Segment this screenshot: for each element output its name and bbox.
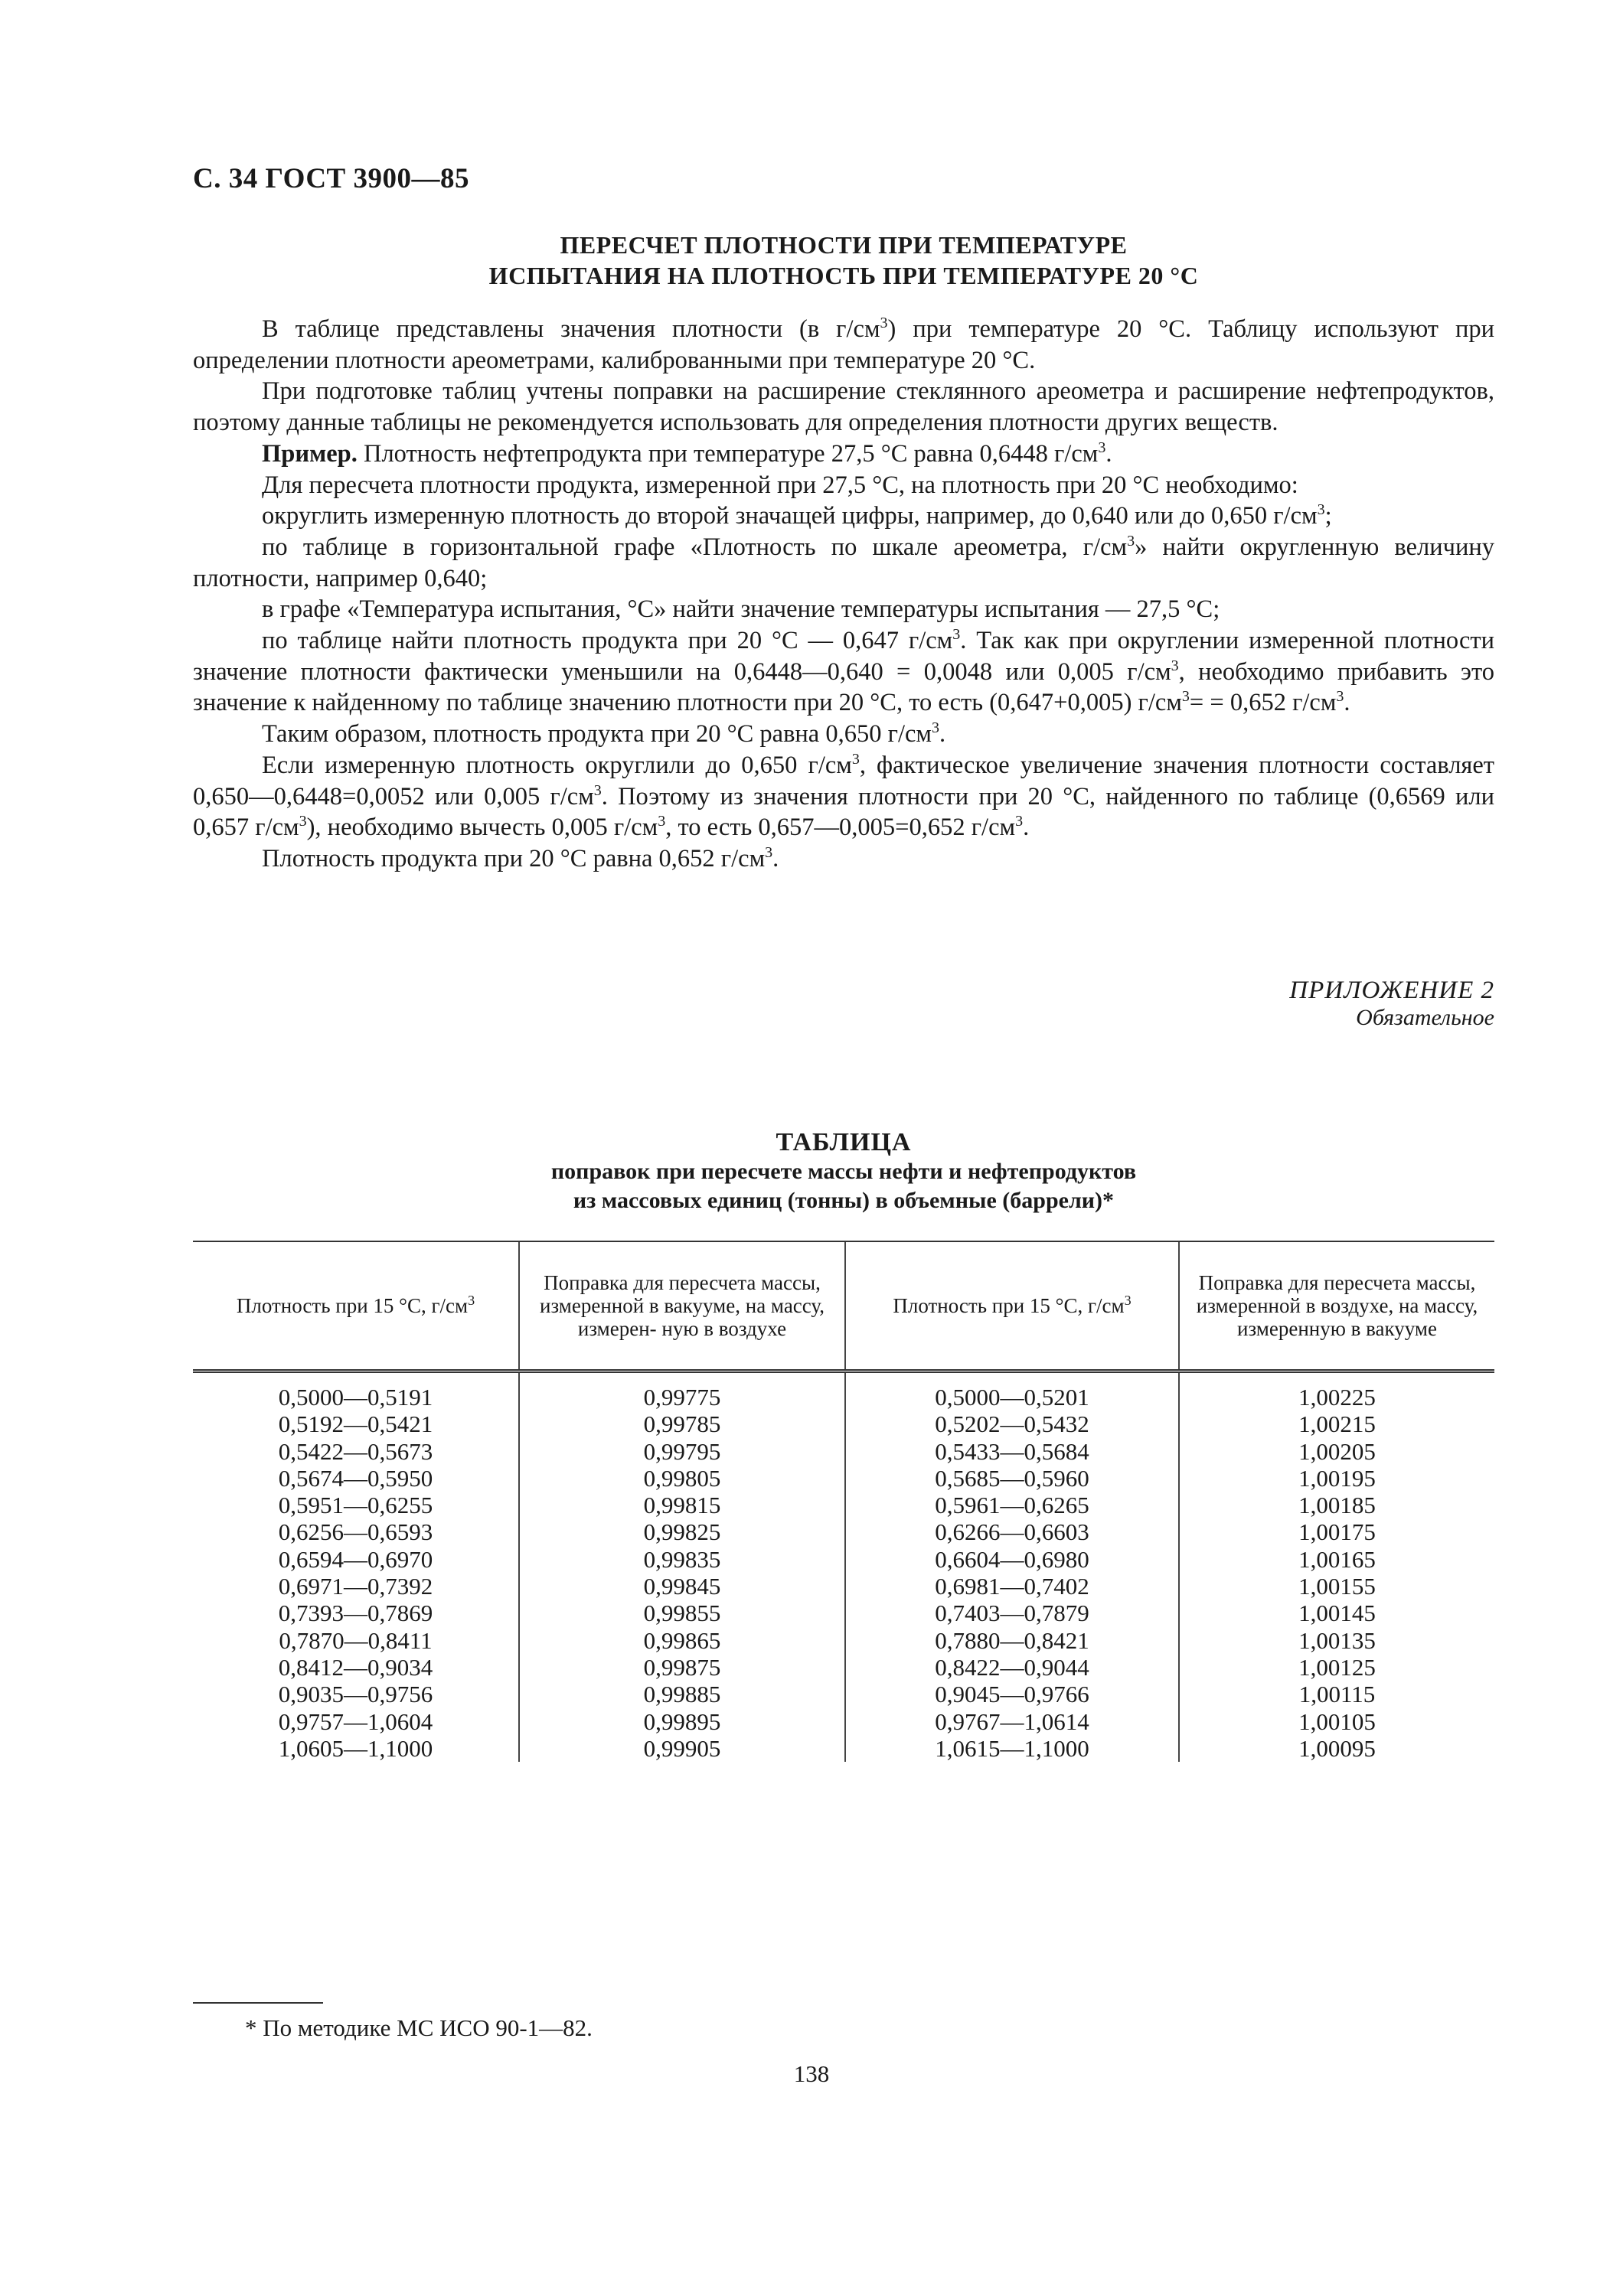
table-cell: 0,5951—0,6255 (278, 1492, 433, 1519)
table-cell: 0,99845 (519, 1573, 845, 1600)
page-header: С. 34 ГОСТ 3900—85 (193, 163, 469, 194)
table-cell: 0,99785 (519, 1411, 845, 1437)
table-cell: 1,00225 (1179, 1371, 1494, 1411)
table-caption (193, 1128, 1494, 1215)
table-cell: 0,5674—0,5950 (278, 1464, 433, 1492)
section-title-line-2: ИСПЫТАНИЯ НА ПЛОТНОСТЬ ПРИ ТЕМПЕРАТУРЕ 20 °С (488, 262, 1199, 289)
table-cell: 1,00135 (1179, 1627, 1494, 1654)
paragraph-10: Если измеренную плотность округлили до 0,650 $г/см^3$, фактическое увеличение значения плотности составляет 0,650—0,6448=0,0052 или 0,005 $г/см^3$. Поэтому из значения плотности при 20 °С, найденного по таблице (0,6569 или 0,657 $г/см^3$), необходимо вычесть 0,005 $г/см^3$, то есть 0,657—0,005=0,652 $г/см^3$. (193, 750, 1494, 842)
table-cell: 0,7393—0,7869 (278, 1600, 433, 1627)
table-cell: 0,99885 (519, 1681, 845, 1707)
appendix-title: ПРИЛОЖЕНИЕ 2 (1289, 977, 1494, 1004)
table-row (193, 1600, 1494, 1626)
table-row (193, 1735, 1494, 1762)
table-row (193, 1518, 1494, 1545)
table-row (193, 1371, 1494, 1411)
table-cell: 0,5961—0,6265 (845, 1492, 1179, 1518)
table-cell: 1,0605—1,1000 (278, 1734, 433, 1762)
table-cell: 1,00155 (1179, 1573, 1494, 1600)
paragraph-6: по таблице в горизонтальной графе «Плотность по шкале ареометра, $г/см^3$» найти округленную величину плотности, например 0,640; (193, 532, 1494, 592)
appendix-label (1289, 977, 1494, 1032)
paragraph-9: Таким образом, плотность продукта при 20 °С равна 0,650 $г/см^3$. (262, 719, 946, 748)
table-cell: 0,99895 (519, 1708, 845, 1735)
table-cell: 0,5192—0,5421 (278, 1411, 433, 1438)
header-density-2: Плотность при 15 °С, $г/см^3$ (845, 1241, 1179, 1371)
table-cell: 1,00115 (1179, 1681, 1494, 1707)
table-cell: 1,00165 (1179, 1546, 1494, 1573)
table-cell: 0,9035—0,9756 (278, 1681, 433, 1708)
table-row (193, 1681, 1494, 1707)
table-cell: 1,00175 (1179, 1518, 1494, 1545)
table-cell: 1,00195 (1179, 1465, 1494, 1492)
page-number: 138 (793, 2060, 830, 2087)
table-cell: 0,5422—0,5673 (278, 1437, 433, 1465)
table-cell: 0,99865 (519, 1627, 845, 1654)
correction-table (193, 1241, 1494, 1762)
table-cell: 1,00125 (1179, 1654, 1494, 1681)
table-cell: 0,9045—0,9766 (845, 1681, 1179, 1707)
table-cell: 1,00205 (1179, 1438, 1494, 1465)
paragraph-example: Пример. Плотность нефтепродукта при температуре 27,5 °С равна 0,6448 $г/см^3$. (262, 439, 1112, 468)
paragraph-1: В таблице представлены значения плотности (в $г/см^3$) при температуре 20 °С. Таблицу используют при определении плотности ареометрами, калиброванными при температуре 20 °С. (193, 315, 1495, 374)
table-cell: 0,6256—0,6593 (278, 1518, 433, 1546)
table-cell: 0,5000—0,5191 (278, 1384, 433, 1411)
table-row (193, 1465, 1494, 1492)
footnote: * По методике МС ИСО 90-1—82. (245, 2014, 593, 2041)
table-cell: 1,00215 (1179, 1411, 1494, 1437)
section-body (193, 314, 1494, 875)
footnote-rule (193, 2002, 323, 2004)
table-cell: 0,99775 (519, 1371, 845, 1411)
table-cell: 0,6604—0,6980 (845, 1546, 1179, 1573)
table-cell: 1,00095 (1179, 1735, 1494, 1762)
paragraph-5: округлить измеренную плотность до второй значащей цифры, например, до 0,640 или до 0,650 $г/см^3$; (262, 501, 1332, 530)
table-body (193, 1371, 1494, 1763)
table-row (193, 1438, 1494, 1465)
table-cell: 0,9767—1,0614 (845, 1708, 1179, 1735)
table-cell: 0,8422—0,9044 (845, 1654, 1179, 1681)
table-cell: 0,5685—0,5960 (845, 1465, 1179, 1492)
section-title-line-1: ПЕРЕСЧЕТ ПЛОТНОСТИ ПРИ ТЕМПЕРАТУРЕ (560, 231, 1128, 259)
table-cell: 0,6266—0,6603 (845, 1518, 1179, 1545)
table-cell: 0,99875 (519, 1654, 845, 1681)
table-cell: 0,99855 (519, 1600, 845, 1626)
table-cell: 0,7880—0,8421 (845, 1627, 1179, 1654)
table-cell: 1,00185 (1179, 1492, 1494, 1518)
table-row (193, 1546, 1494, 1573)
section-title (193, 230, 1494, 291)
table-row (193, 1654, 1494, 1681)
table-cell: 0,5000—0,5201 (845, 1371, 1179, 1411)
table-cell: 0,6971—0,7392 (278, 1573, 433, 1600)
table-cell: 0,99825 (519, 1518, 845, 1545)
paragraph-2: При подготовке таблиц учтены поправки на расширение стеклянного ареометра и расширение нефтепродуктов, поэтому данные таблицы не рекомендуется использовать для определения плотности других веществ. (193, 377, 1494, 437)
table-cell: 0,7403—0,7879 (845, 1600, 1179, 1626)
table-row (193, 1573, 1494, 1600)
table-header-row (193, 1241, 1494, 1371)
table-cell: 0,8412—0,9034 (278, 1653, 433, 1681)
header-correction-air-to-vacuum: Поправка для пересчета массы, измеренной в воздухе, на массу, измеренную в вакууме (1179, 1241, 1494, 1371)
table-cell: 0,5433—0,5684 (845, 1438, 1179, 1465)
table-cell: 1,00145 (1179, 1600, 1494, 1626)
table-row (193, 1627, 1494, 1654)
table-row (193, 1411, 1494, 1437)
table-cell: 0,6981—0,7402 (845, 1573, 1179, 1600)
paragraph-4: Для пересчета плотности продукта, измеренной при 27,5 °С, на плотность при 20 °С необходимо: (262, 471, 1298, 499)
table-cell: 0,99815 (519, 1492, 845, 1518)
paragraph-8: по таблице найти плотность продукта при 20 °С — 0,647 $г/см^3$. Так как при округлении измеренной плотности значение плотности фактически уменьшили на 0,6448—0,640 = 0,0048 или 0,005 $г/см^3$, необходимо прибавить это значение к найденному по таблице значению плотности при 20 °С, то есть (0,647+0,005) $г/см^3= = 0,652$ $г/см^3$. (193, 626, 1494, 717)
table-cell: 0,99905 (519, 1735, 845, 1762)
header-correction-vacuum-to-air: Поправка для пересчета массы, измеренной в вакууме, на массу, измерен- ную в воздухе (519, 1241, 845, 1371)
table-cell: 0,5202—0,5432 (845, 1411, 1179, 1437)
paragraph-7: в графе «Температура испытания, °С» найти значение температуры испытания — 27,5 °С; (262, 595, 1220, 624)
table-cell: 0,99795 (519, 1438, 845, 1465)
table-row (193, 1708, 1494, 1735)
appendix-subtitle: Обязательное (1356, 1005, 1494, 1030)
table-title: ТАБЛИЦА (776, 1128, 912, 1156)
table-cell: 0,6594—0,6970 (278, 1545, 433, 1573)
table-cell: 0,7870—0,8411 (279, 1626, 433, 1654)
table-cell: 0,99835 (519, 1546, 845, 1573)
table-cell: 1,0615—1,1000 (845, 1735, 1179, 1762)
header-density-1: Плотность при 15 °С, $г/см^3$ (193, 1241, 519, 1371)
table-cell: 1,00105 (1179, 1708, 1494, 1735)
table-subtitle-1: поправок при пересчете массы нефти и нефтепродуктов (550, 1159, 1137, 1184)
table-cell: 0,9757—1,0604 (278, 1707, 433, 1735)
paragraph-11: Плотность продукта при 20 °С равна 0,652 $г/см^3$. (262, 843, 779, 872)
table-cell: 0,99805 (519, 1465, 845, 1492)
table-row (193, 1492, 1494, 1518)
table-subtitle-2: из массовых единиц (тонны) в объемные (баррели)* (573, 1188, 1115, 1213)
